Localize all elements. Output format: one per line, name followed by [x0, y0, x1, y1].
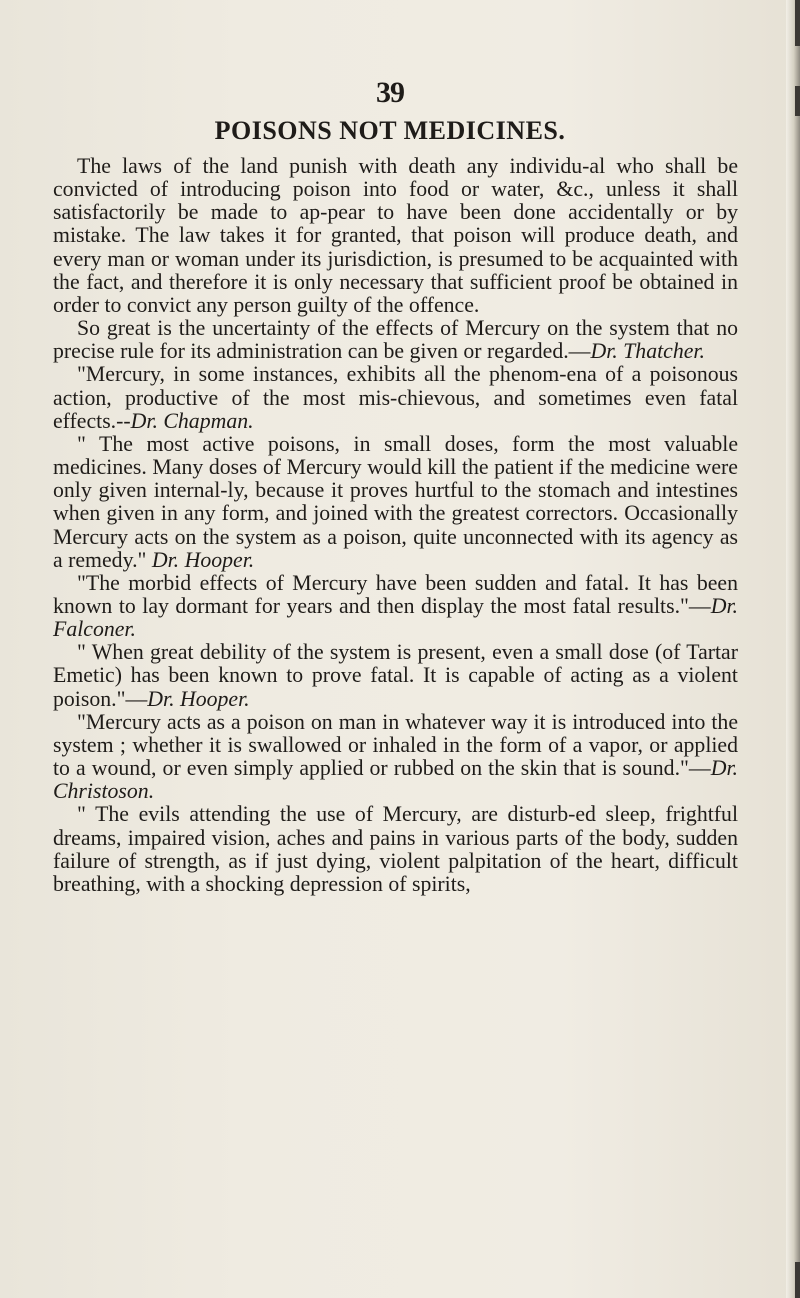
paragraph-text: "The morbid effects of Mercury have been sudden and fatal. It has been known to lay dormant for years and then display the most fatal results."—: [53, 570, 738, 618]
page-title: POISONS NOT MEDICINES.: [214, 116, 566, 145]
paragraph-text: The laws of the land punish with death any individu-al who shall be convicted of introducing poison into food or water, &c., unless it shall satisfactorily be made to ap-pear to have been done accidentally or by mistake. The law takes it for granted, that poison will produce death, and every man or woman under its jurisdiction, is presumed to be acquainted with the fact, and therefore it is only necessary that sufficient proof be obtained in order to convict any person guilty of the offence.: [53, 154, 738, 317]
paragraph: [53, 433, 738, 572]
edge-mark: [795, 1262, 800, 1298]
citation: Dr. Hooper.: [147, 686, 250, 711]
body-text: [53, 155, 738, 896]
paragraph: [53, 803, 738, 896]
paragraph-text: " The evils attending the use of Mercury, are disturb-ed sleep, frightful dreams, impaired vision, aches and pains in various parts of the body, sudden failure of strength, as if just dying, violent palpitation of the heart, difficult breathing, with a shocking depression of spirits,: [53, 802, 738, 896]
paragraph: [53, 317, 738, 363]
paragraph: [53, 641, 738, 710]
paragraph-text: "Mercury, in some instances, exhibits all the phenom-ena of a poisonous action, productive of the most mis-chievous, and sometimes even fatal effects.--: [53, 362, 738, 433]
paragraph: [53, 155, 738, 317]
paragraph-text: " When great debility of the system is present, even a small dose (of Tartar Emetic) has been known to prove fatal. It is capable of acting as a violent poison."—: [53, 640, 738, 711]
citation: Dr. Christoson.: [53, 756, 738, 804]
edge-mark: [795, 0, 800, 46]
citation: Dr. Falconer.: [53, 593, 738, 642]
edge-mark: [795, 86, 800, 116]
citation: Dr. Thatcher.: [590, 339, 705, 364]
page-number: 39: [376, 76, 404, 109]
citation: Dr. Chapman.: [130, 408, 254, 433]
paragraph-text: " The most active poisons, in small doses, form the most valuable medicines. Many doses of Mercury would kill the patient if the medicine were only given internal-ly, because it proves hurtful to the stomach and intestines when given in any form, and joined with the greatest correctors. Occasionally Mercury acts on the system as a poison, quite unconnected with its agency as a remedy.": [53, 431, 738, 572]
citation: Dr. Hooper.: [151, 547, 255, 572]
page-edge: [786, 0, 800, 1298]
paragraph: [53, 711, 738, 804]
paragraph: [53, 572, 738, 641]
paragraph: [53, 363, 738, 432]
paragraph-text: So great is the uncertainty of the effects of Mercury on the system that no precise rule for its administration can be given or regarded.—: [53, 316, 738, 364]
paragraph-text: "Mercury acts as a poison on man in whatever way it is introduced into the system ; whether it is swallowed or inhaled in the form of a vapor, or applied to a wound, or even simply applied or rubbed on the skin that is sound."—: [53, 709, 738, 781]
